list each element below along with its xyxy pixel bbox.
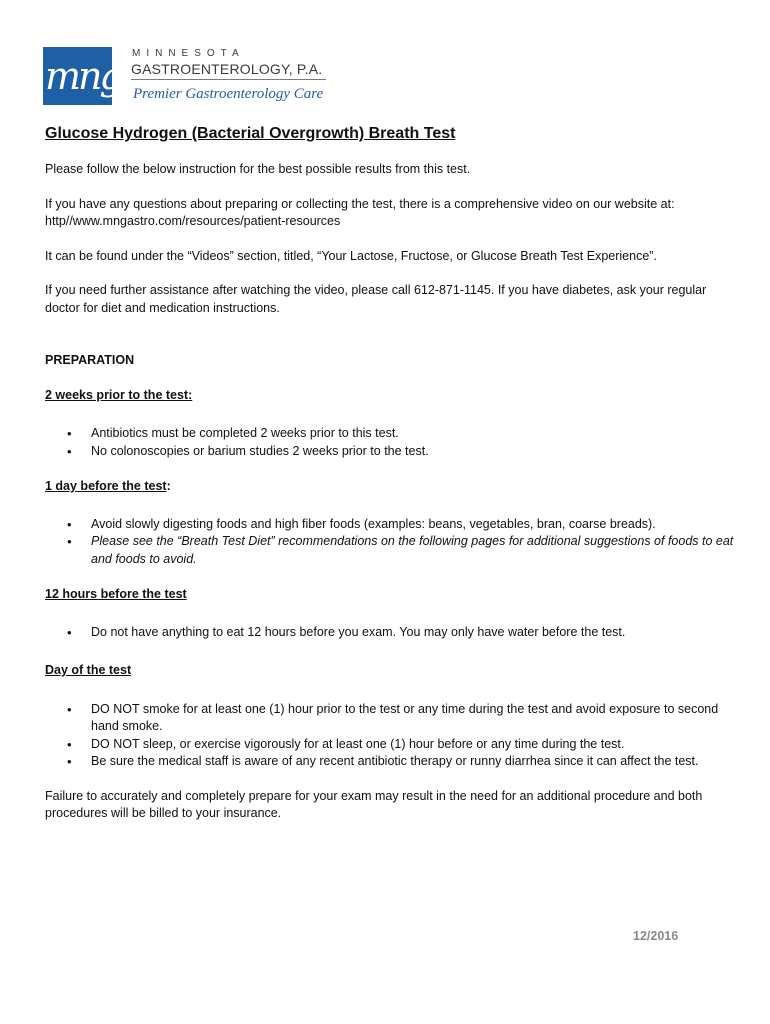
list-item: • Antibiotics must be completed 2 weeks prior to this test. [45, 425, 735, 443]
section-heading-one-day [45, 478, 735, 496]
section-heading-two-weeks: 2 weeks prior to the test: [45, 387, 193, 402]
logo-mark: mngi [45, 54, 130, 98]
org-tagline: Premier Gastroenterology Care [133, 86, 324, 102]
mngi-logo [43, 47, 130, 105]
document-body [45, 124, 735, 823]
list-item: • Be sure the medical staff is aware of any recent antibiotic therapy or runny diarrhea since it can affect the test. [45, 753, 735, 771]
intro-paragraph: Please follow the below instruction for the best possible results from this test. [45, 162, 471, 176]
preparation-heading: PREPARATION [45, 353, 135, 367]
section-heading-twelve-hours: 12 hours before the test [45, 587, 187, 601]
twelve-hours-list [45, 624, 735, 642]
header-divider [131, 79, 326, 80]
list-item: • Do not have anything to eat 12 hours before you exam. You may only have water before the test. [45, 624, 735, 642]
one-day-heading-suffix: : [166, 479, 171, 493]
document-title: Glucose Hydrogen (Bacterial Overgrowth) Breath Test [45, 125, 456, 142]
intro-paragraph: If you need further assistance after watching the video, please call 612-871-1145. If you have diabetes, ask your regular doctor for diet and medication instructions. [45, 283, 707, 315]
two-weeks-list [45, 425, 735, 460]
one-day-heading-text: 1 day before the test [45, 479, 167, 493]
closing-paragraph: Failure to accurately and completely prepare for your exam may result in the need for an additional procedure and both procedures will be billed to your insurance. [45, 788, 703, 820]
org-name: GASTROENTEROLOGY, P.A. [131, 61, 323, 77]
list-item: • DO NOT smoke for at least one (1) hour prior to the test or any time during the test and avoid exposure to second hand smoke. [45, 701, 735, 736]
intro-paragraph: If you have any questions about preparing or collecting the test, there is a comprehensive video on our website at: http//www.mngastro.com/resources/patient-resources [45, 196, 675, 228]
intro-paragraph: It can be found under the “Videos” section, titled, “Your Lactose, Fructose, or Glucose Breath Test Experience”. [45, 248, 657, 263]
list-item: • DO NOT sleep, or exercise vigorously for at least one (1) hour before or any time during the test. [45, 736, 735, 754]
list-item: • No colonoscopies or barium studies 2 weeks prior to the test. [45, 443, 735, 461]
list-item: • Avoid slowly digesting foods and high fiber foods (examples: beans, vegetables, bran, coarse breads). [45, 516, 735, 534]
footer-date: 12/2016 [633, 929, 679, 943]
org-name-top: MINNESOTA [132, 48, 245, 59]
section-heading-day-of: Day of the test [45, 663, 132, 677]
day-of-list [45, 701, 735, 771]
list-item: • Please see the “Breath Test Diet” recommendations on the following pages for additional suggestions of foods to eat and foods to avoid. [45, 533, 735, 568]
one-day-list [45, 516, 735, 569]
